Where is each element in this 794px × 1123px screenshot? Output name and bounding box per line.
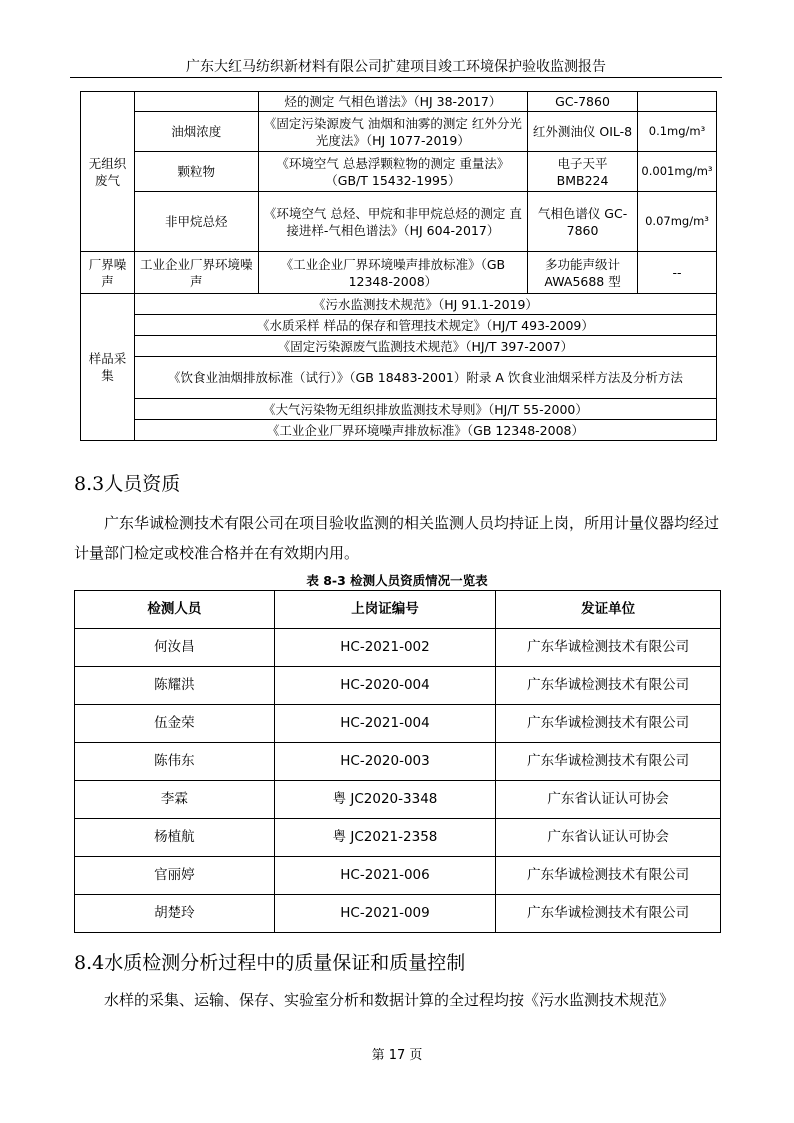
issuer-cell: 广东华诚检测技术有限公司 [496,705,721,743]
instrument-cell: 红外测油仪 OIL-8 [528,112,638,152]
header-rule [70,77,722,78]
name-cell: 伍金荣 [75,705,275,743]
instrument-cell: 气相色谱仪 GC-7860 [528,192,638,252]
issuer-cell: 广东华诚检测技术有限公司 [496,857,721,895]
table-caption: 表 8-3 检测人员资质情况一览表 [306,573,488,588]
sampling-row [81,294,717,315]
section-paragraph-8-3: 广东华诚检测技术有限公司在项目验收监测的相关监测人员均持证上岗，所用计量仪器均经过计量部门检定或校准合格并在有效期内用。 [74,514,720,562]
instrument-cell: GC-7860 [528,92,638,112]
issuer-cell: 广东省认证认可协会 [496,781,721,819]
cert-cell: HC-2020-004 [274,667,496,705]
column-header: 检测人员 [75,591,275,629]
limit-cell: 0.07mg/m³ [637,192,716,252]
sampling-standard: 《大气污染物无组织排放监测技术导则》（HJ/T 55-2000） [134,399,716,420]
sampling-standard: 《固定污染源废气监测技术规范》（HJ/T 397-2007） [134,336,716,357]
instrument-cell: 多功能声级计 AWA5688 型 [528,252,638,294]
item-cell: 颗粒物 [134,152,258,192]
method-cell: 《环境空气 总悬浮颗粒物的测定 重量法》（GB/T 15432-1995） [258,152,527,192]
name-cell: 李霖 [75,781,275,819]
item-cell: 非甲烷总烃 [134,192,258,252]
cert-cell: HC-2020-003 [274,743,496,781]
name-cell: 官丽婷 [75,857,275,895]
cert-cell: 粤 JC2021-2358 [274,819,496,857]
limit-cell: 0.1mg/m³ [637,112,716,152]
section-paragraph-8-4: 水样的采集、运输、保存、实验室分析和数据计算的全过程均按《污水监测技术规范》 [104,991,675,1009]
sampling-standard: 《水质采样 样品的保存和管理技术规定》（HJ/T 493-2009） [134,315,716,336]
method-cell: 《固定污染源废气 油烟和油雾的测定 红外分光光度法》（HJ 1077-2019） [258,112,527,152]
column-header: 发证单位 [496,591,721,629]
document-header: 广东大红马纺织新材料有限公司扩建项目竣工环境保护验收监测报告 [186,59,606,75]
group-label: 厂界噪声 [81,252,135,294]
issuer-cell: 广东省认证认可协会 [496,819,721,857]
section-heading-8-4: 8.4水质检测分析过程中的质量保证和质量控制 [74,952,466,974]
table-row [75,857,721,895]
section-heading-8-3: 8.3人员资质 [74,473,181,495]
sampling-row [81,420,717,441]
column-header: 上岗证编号 [274,591,496,629]
item-cell [134,92,258,112]
cert-cell: HC-2021-004 [274,705,496,743]
method-table [80,91,717,441]
item-cell: 油烟浓度 [134,112,258,152]
table-row [75,819,721,857]
method-cell: 《工业企业厂界环境噪声排放标准》（GB 12348-2008） [258,252,527,294]
name-cell: 胡楚玲 [75,895,275,933]
method-row [81,92,717,112]
issuer-cell: 广东华诚检测技术有限公司 [496,629,721,667]
table-row [75,895,721,933]
page-number: 第 17 页 [371,1048,423,1063]
issuer-cell: 广东华诚检测技术有限公司 [496,895,721,933]
personnel-table [74,590,721,933]
issuer-cell: 广东华诚检测技术有限公司 [496,743,721,781]
cert-cell: HC-2021-006 [274,857,496,895]
cert-cell: HC-2021-009 [274,895,496,933]
item-cell: 工业企业厂界环境噪声 [134,252,258,294]
sampling-row [81,336,717,357]
method-cell: 烃的测定 气相色谱法》（HJ 38-2017） [258,92,527,112]
method-cell: 《环境空气 总烃、甲烷和非甲烷总烃的测定 直接进样-气相色谱法》（HJ 604-2017） [258,192,527,252]
cert-cell: 粤 JC2020-3348 [274,781,496,819]
method-row [81,152,717,192]
table-header-row [75,591,721,629]
name-cell: 陈耀洪 [75,667,275,705]
limit-cell: -- [637,252,716,294]
table-row [75,781,721,819]
table-row [75,705,721,743]
table-row [75,743,721,781]
method-row [81,192,717,252]
sampling-standard: 《工业企业厂界环境噪声排放标准》（GB 12348-2008） [134,420,716,441]
issuer-cell: 广东华诚检测技术有限公司 [496,667,721,705]
sampling-standard: 《饮食业油烟排放标准（试行）》（GB 18483-2001）附录 A 饮食业油烟采样方法及分析方法 [134,357,716,399]
cert-cell: HC-2021-002 [274,629,496,667]
limit-cell: 0.001mg/m³ [637,152,716,192]
instrument-cell: 电子天平 BMB224 [528,152,638,192]
name-cell: 陈伟东 [75,743,275,781]
sampling-row [81,357,717,399]
sampling-standard: 《污水监测技术规范》（HJ 91.1-2019） [134,294,716,315]
limit-cell [637,92,716,112]
method-row [81,252,717,294]
group-label: 样品采集 [81,294,135,441]
method-row [81,112,717,152]
name-cell: 何汝昌 [75,629,275,667]
table-row [75,629,721,667]
sampling-row [81,399,717,420]
table-row [75,667,721,705]
group-label: 无组织废气 [81,92,135,252]
name-cell: 杨植航 [75,819,275,857]
sampling-row [81,315,717,336]
